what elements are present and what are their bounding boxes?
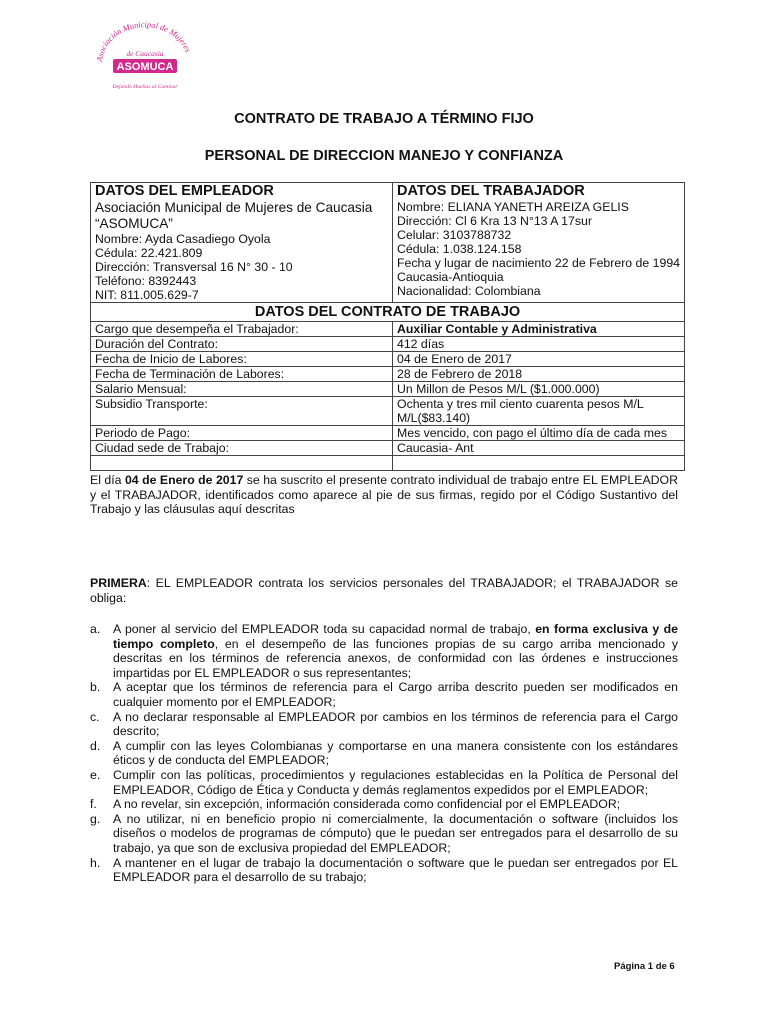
- contract-heading-row: [91, 303, 685, 322]
- row-label: Subsidio Transporte:: [91, 397, 393, 426]
- table-row: [91, 397, 685, 426]
- row-label: Fecha de Inicio de Labores:: [91, 352, 393, 367]
- table-row: [91, 441, 685, 456]
- item-text: A no utilizar, ni en beneficio propio ni comercialmente, la documentación o software (incluidos los diseños o modelos de programas de cómputo) que le puedan ser entregados para el desarrollo de su trabajo, ya que son de exclusiva propiedad del EMPLEADOR;: [113, 811, 678, 855]
- clause-text: : EL EMPLEADOR contrata los servicios personales del TRABAJADOR; el TRABAJADOR se obliga:: [90, 576, 678, 605]
- logo-brand: ASOMUCA: [116, 61, 174, 73]
- row-label: Duración del Contrato:: [91, 337, 393, 352]
- employer-name-line2: “ASOMUCA”: [95, 216, 173, 231]
- row-value: Caucasia- Ant: [393, 441, 685, 456]
- row-value: 412 días: [393, 337, 685, 352]
- item-letter: f.: [90, 797, 97, 812]
- list-item: [90, 622, 678, 680]
- list-item: [90, 710, 678, 739]
- row-value: Auxiliar Contable y Administrativa: [393, 322, 685, 337]
- row-value: Ochenta y tres mil ciento cuarenta pesos M/L M/L($83.140): [393, 397, 685, 426]
- contract-heading: DATOS DEL CONTRATO DE TRABAJO: [91, 303, 685, 322]
- item-text: A no declarar responsable al EMPLEADOR por cambios en los términos de referencia para el Cargo descrito;: [113, 709, 678, 739]
- table-row: [91, 367, 685, 382]
- intro-pre: El día: [90, 473, 125, 487]
- item-text: A aceptar que los términos de referencia para el Cargo arriba descrito pueden ser modificados en cualquier momento por el EMPLEADOR;: [113, 680, 678, 709]
- list-item: [90, 768, 678, 797]
- worker-detail: Cédula: 1.038.124.158: [397, 242, 522, 256]
- item-letter: c.: [90, 709, 100, 724]
- empty-row: [91, 456, 685, 471]
- intro-date: 04 de Enero de 2017: [124, 473, 244, 487]
- table-row: [91, 337, 685, 352]
- employer-heading: DATOS DEL EMPLEADOR: [95, 183, 274, 199]
- item-text: A mantener en el lugar de trabajo la documentación o software que le puedan ser entregados por EL EMPLEADOR para el desarrollo de su trabajo;: [113, 855, 678, 885]
- item-text: A poner al servicio del EMPLEADOR toda su capacidad normal de trabajo,: [113, 622, 536, 636]
- row-value: 04 de Enero de 2017: [393, 352, 685, 367]
- obligations-list: [90, 622, 678, 885]
- item-letter: h.: [90, 855, 101, 870]
- row-value: Un Millon de Pesos M/L ($1.000.000): [393, 382, 685, 397]
- item-letter: b.: [90, 680, 101, 695]
- empty-cell: [393, 456, 685, 471]
- logo-arc-text: Asociación Municipal de Mujeres: [95, 20, 193, 63]
- clause-primera: [90, 576, 678, 605]
- row-label: Fecha de Terminación de Labores:: [91, 367, 393, 382]
- row-label: Ciudad sede de Trabajo:: [91, 441, 393, 456]
- table-row: [91, 382, 685, 397]
- document-title: CONTRATO DE TRABAJO A TÉRMINO FIJO: [234, 111, 534, 127]
- item-bold: en forma exclusiva y de tiempo completo: [113, 622, 678, 651]
- employer-detail: Dirección: Transversal 16 N° 30 - 10: [95, 260, 293, 274]
- table-row: [91, 352, 685, 367]
- list-item: [90, 856, 678, 885]
- table-row: [91, 426, 685, 441]
- list-item: [90, 680, 678, 709]
- worker-detail: Dirección: Cl 6 Kra 13 N°13 A 17sur: [397, 214, 592, 228]
- employer-detail: NIT: 811.005.629-7: [95, 288, 199, 302]
- logo-tagline: Dejando Huellas al Caminar: [112, 84, 178, 90]
- employer-detail: Teléfono: 8392443: [95, 274, 197, 288]
- clause-label: PRIMERA: [90, 576, 147, 590]
- empty-cell: [91, 456, 393, 471]
- item-letter: e.: [90, 767, 101, 782]
- logo-graphic: [90, 18, 196, 98]
- table-row: [91, 322, 685, 337]
- item-text: Cumplir con las políticas, procedimientos y regulaciones establecidas en la Política de Personal del EMPLEADOR, Código de Ética y Conducta y demás reglamentos expedidos por el EMPLEADOR;: [113, 767, 678, 797]
- worker-detail: Fecha y lugar de nacimiento 22 de Febrero de 1994: [397, 256, 681, 270]
- worker-cell: [393, 183, 685, 303]
- worker-detail: Nombre: ELIANA YANETH AREIZA GELIS: [397, 200, 629, 214]
- intro-post: se ha suscrito el presente contrato individual de trabajo entre EL EMPLEADOR y el TRABAJADOR, identificados como aparece al pie de sus firmas, regido por el Código Sustantivo del Trabajo y las cláusulas aquí descritas: [90, 473, 678, 517]
- logo-sub-text: de Caucasia: [126, 49, 164, 58]
- employer-cell: [91, 183, 393, 303]
- item-text: A cumplir con las leyes Colombianas y comportarse en una manera consistente con los estándares éticos y de conducta del EMPLEADOR;: [113, 738, 678, 768]
- employer-name-line1: Asociación Municipal de Mujeres de Caucasia: [95, 200, 373, 215]
- document-subtitle: PERSONAL DE DIRECCION MANEJO Y CONFIANZA: [204, 148, 564, 164]
- row-value: 28 de Febrero de 2018: [393, 367, 685, 382]
- list-item: [90, 797, 678, 812]
- item-text-post: , en el desempeño de las funciones propias de su cargo arriba mencionado y descritas en los términos de referencia anexos, de conformidad con las órdenes e instrucciones impartidas por EL EMPLEADOR o sus representantes;: [113, 636, 678, 680]
- parties-row: [91, 183, 685, 303]
- item-letter: a.: [90, 622, 101, 636]
- list-item: [90, 739, 678, 768]
- worker-heading: DATOS DEL TRABAJADOR: [397, 183, 585, 199]
- row-value: Mes vencido, con pago el último día de cada mes: [393, 426, 685, 441]
- asomuca-logo: [90, 18, 196, 98]
- intro-paragraph: [90, 473, 678, 517]
- contract-data-table: [90, 182, 685, 471]
- row-label: Periodo de Pago:: [91, 426, 393, 441]
- item-text: A no revelar, sin excepción, información considerada como confidencial por el EMPLEADOR;: [113, 797, 621, 812]
- page-number: Página 1 de 6: [614, 961, 675, 972]
- worker-detail: Celular: 3103788732: [397, 228, 512, 242]
- row-label: Cargo que desempeña el Trabajador:: [91, 322, 393, 337]
- item-letter: d.: [90, 738, 101, 753]
- employer-detail: Cédula: 22.421.809: [95, 246, 203, 260]
- row-label: Salario Mensual:: [91, 382, 393, 397]
- list-item: [90, 812, 678, 856]
- item-letter: g.: [90, 811, 101, 826]
- worker-detail: Nacionalidad: Colombiana: [397, 284, 541, 298]
- worker-detail: Caucasia-Antioquia: [397, 270, 504, 284]
- employer-detail: Nombre: Ayda Casadiego Oyola: [95, 232, 271, 246]
